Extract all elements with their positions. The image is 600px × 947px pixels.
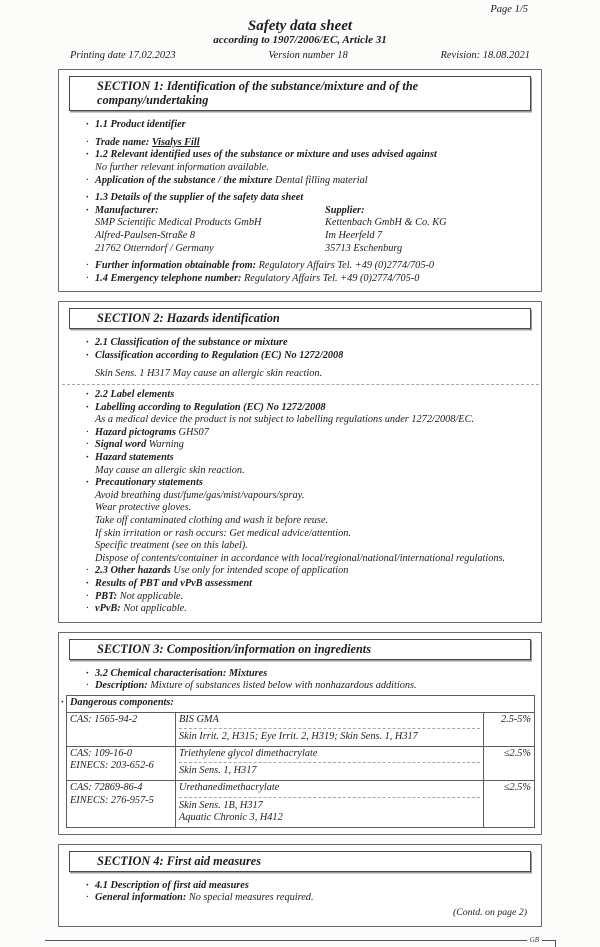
address-row-2 [95, 230, 529, 243]
manufacturer-street: Alfred-Paulsen-Straße 8 [95, 229, 195, 241]
labelling-regulation-heading: · Labelling according to Regulation (EC) No 1272/2008 [95, 402, 529, 415]
dashed-divider [62, 384, 539, 385]
classification-divider [179, 797, 480, 798]
classification-divider [179, 762, 480, 763]
trade-name-line: · Trade name: Visalys Fill [95, 137, 529, 150]
supplier-label: Supplier: [325, 204, 365, 216]
hazard-pictograms-value: GHS07 [178, 426, 209, 438]
section-1-box [58, 69, 542, 292]
further-information-line: · Further information obtainable from: Regulatory Affairs Tel. +49 (0)2774/705-0 [95, 260, 529, 273]
supplier-details-heading: · 1.3 Details of the supplier of the safety data sheet [95, 192, 529, 205]
vpvb-value: Not applicable. [123, 603, 187, 615]
section-2-box [58, 301, 542, 622]
printing-date: Printing date 17.02.2023 [70, 49, 176, 61]
pbt-assessment-heading: · Results of PBT and vPvB assessment [95, 578, 529, 591]
precautionary-line: If skin irritation or rash occurs: Get medical advice/attention. [95, 527, 351, 539]
hazard-pictograms-line: · Hazard pictograms GHS07 [95, 427, 529, 440]
section-2-content [59, 337, 541, 615]
document-meta-row [0, 47, 600, 63]
footer-rule-hook [542, 940, 556, 947]
hazard-statements-heading: · Hazard statements [95, 452, 529, 465]
table-row [67, 746, 535, 780]
section-3-box [58, 632, 542, 835]
further-information-value: Regulatory Affairs Tel. +49 (0)2774/705-0 [258, 260, 435, 272]
cas-einecs-cell [67, 780, 176, 827]
signal-word-line: · Signal word Warning [95, 439, 529, 452]
substance-classification: Skin Irrit. 2, H315; Eye Irrit. 2, H319; Skin Sens. 1, H317 [179, 731, 418, 743]
section-3-title: SECTION 3: Composition/information on ingredients [69, 639, 531, 660]
emergency-telephone-line: · 1.4 Emergency telephone number: Regulatory Affairs Tel. +49 (0)2774/705-0 [95, 273, 529, 286]
concentration: ≤2.5% [484, 780, 535, 827]
substance-classification: Skin Sens. 1, H317 [179, 765, 257, 777]
precautionary-line: Wear protective gloves. [95, 502, 192, 514]
table-row [67, 712, 535, 746]
vpvb-line: · vPvB: Not applicable. [95, 603, 529, 616]
document-subtitle: according to 1907/2006/EC, Article 31 [213, 33, 387, 46]
classification-regulation-heading: · Classification according to Regulation (EC) No 1272/2008 [95, 350, 529, 363]
address-row-3 [95, 243, 529, 256]
classification-value: Skin Sens. 1 H317 May cause an allergic skin reaction. [95, 367, 323, 379]
manufacturer-label: · Manufacturer: [95, 205, 325, 218]
cas-einecs-cell [67, 746, 176, 780]
substance-cell [176, 712, 484, 746]
table-header-row [67, 695, 535, 712]
pbt-line: · PBT: Not applicable. [95, 591, 529, 604]
manufacturer-name: SMP Scientific Medical Products GmbH [95, 217, 262, 229]
address-row-1 [95, 217, 529, 230]
manufacturer-supplier-labels [95, 205, 529, 218]
footer-rule-line [45, 940, 527, 941]
hazard-statements-value: May cause an allergic skin reaction. [95, 464, 245, 476]
section-4-box [58, 844, 542, 927]
precautionary-statements-heading: · Precautionary statements [95, 477, 529, 490]
concentration: ≤2.5% [484, 746, 535, 780]
chemical-characterisation-heading: · 3.2 Chemical characterisation: Mixtures [95, 668, 529, 681]
continued-on-page-note: (Contd. on page 2) [452, 906, 527, 918]
section-4-content [59, 880, 541, 905]
trade-name-value: Visalys Fill [151, 136, 200, 148]
general-information-line: · General information: No special measures required. [95, 892, 529, 905]
cas-number: CAS: 1565-94-2 [67, 712, 176, 746]
relevant-uses-heading: · 1.2 Relevant identified uses of the substance or mixture and uses advised against [95, 149, 529, 162]
substance-cell [176, 746, 484, 780]
other-hazards-value: Use only for intended scope of application [173, 565, 349, 577]
version-number: Version number 18 [268, 49, 348, 61]
description-line: · Description: Mixture of substances listed below with nonhazardous additions. [95, 680, 529, 693]
general-information-value: No special measures required. [188, 892, 314, 904]
substance-name: Urethanedimethacrylate [179, 781, 280, 793]
manufacturer-city: 21762 Otterndorf / Germany [95, 242, 214, 254]
pbt-value: Not applicable. [119, 590, 184, 602]
precautionary-line: Specific treatment (see on this label). [95, 540, 248, 552]
substance-name: Triethylene glycol dimethacrylate [179, 747, 318, 759]
supplier-street: Im Heerfeld 7 [325, 229, 383, 241]
dangerous-components-table [66, 695, 535, 828]
supplier-name: Kettenbach GmbH & Co. KG [325, 217, 447, 229]
first-aid-description-heading: · 4.1 Description of first aid measures [95, 880, 529, 893]
concentration: 2.5-5% [484, 712, 535, 746]
precautionary-line: Take off contaminated clothing and wash it before reuse. [95, 515, 329, 527]
emergency-telephone-value: Regulatory Affairs Tel. +49 (0)2774/705-0 [244, 272, 420, 284]
substance-name: BIS GMA [179, 713, 219, 725]
dangerous-components-heading: · Dangerous components: [70, 697, 531, 710]
document-title: Safety data sheet [247, 17, 353, 34]
page-number: Page 1/5 [490, 4, 528, 15]
footer-rule [45, 936, 556, 947]
label-elements-heading: · 2.2 Label elements [95, 389, 529, 402]
section-4-title: SECTION 4: First aid measures [69, 851, 531, 872]
cas-number: CAS: 109-16-0 [70, 747, 133, 759]
precautionary-line: Avoid breathing dust/fume/gas/mist/vapours/spray. [95, 489, 305, 501]
revision-date: Revision: 18.08.2021 [440, 49, 530, 61]
precautionary-line: Dispose of contents/container in accordance with local/regional/national/international regulations. [95, 552, 506, 564]
labelling-note: As a medical device the product is not subject to labelling regulations under 1272/2008/EC. [95, 414, 475, 426]
substance-classification: Aquatic Chronic 3, H412 [179, 812, 283, 824]
signal-word-value: Warning [148, 439, 184, 451]
product-identifier-heading: · 1.1 Product identifier [95, 119, 529, 132]
relevant-uses-note: No further relevant information available. [95, 161, 269, 173]
section-1-content [59, 119, 541, 285]
language-code: GB [529, 935, 539, 944]
cas-number: CAS: 72869-86-4 [70, 781, 143, 793]
classification-divider [179, 728, 480, 729]
description-value: Mixture of substances listed below with nonhazardous additions. [150, 680, 417, 692]
table-row [67, 780, 535, 827]
einecs-number: EINECS: 276-957-5 [70, 794, 154, 806]
substance-cell [176, 780, 484, 827]
substance-classification: Skin Sens. 1B, H317 [179, 799, 263, 811]
einecs-number: EINECS: 203-652-6 [70, 760, 154, 772]
section-2-title: SECTION 2: Hazards identification [69, 308, 531, 329]
classification-heading: · 2.1 Classification of the substance or mixture [95, 337, 529, 350]
section-3-content [59, 668, 541, 693]
application-value: Dental filling material [274, 174, 368, 186]
other-hazards-line: · 2.3 Other hazards Use only for intended scope of application [95, 565, 529, 578]
supplier-city: 35713 Eschenburg [325, 242, 403, 254]
application-line: · Application of the substance / the mixture Dental filling material [95, 175, 529, 188]
section-1-title: SECTION 1: Identification of the substance/mixture and of the company/undertaking [69, 76, 531, 111]
